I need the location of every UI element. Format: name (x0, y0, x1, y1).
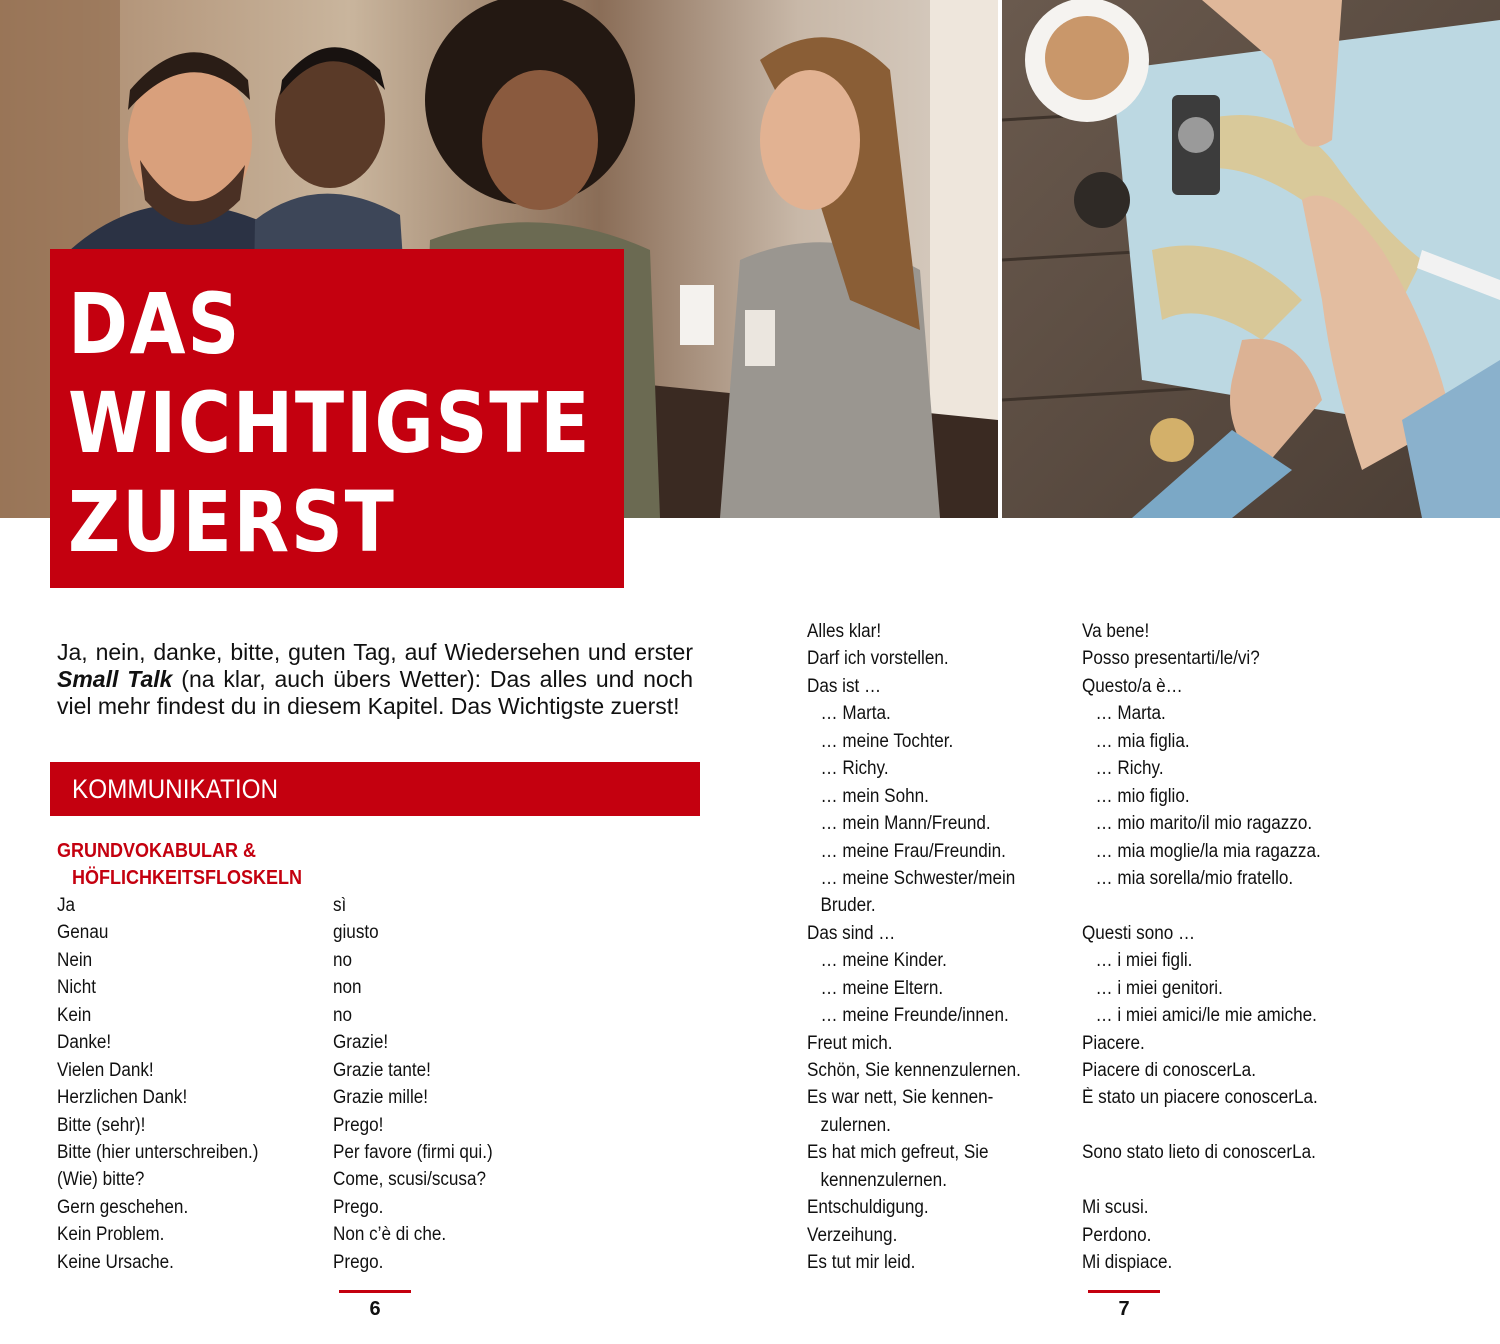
german-phrase: Bruder. (820, 895, 876, 917)
german-phrase: Alles klar! (807, 621, 882, 642)
italian-phrase: non (333, 977, 362, 999)
german-phrase: Freut mich. (807, 1032, 893, 1054)
italian-phrase: … i miei figli. (1095, 950, 1193, 972)
italian-phrase: Grazie tante! (333, 1059, 431, 1081)
italian-phrase: Prego. (333, 1251, 384, 1273)
section-header-bar (50, 762, 700, 816)
italian-phrase: … Richy. (1095, 758, 1164, 780)
italian-phrase: Non c’è di che. (333, 1224, 447, 1246)
german-phrase: Das ist … (807, 675, 882, 697)
section-header-label: KOMMUNIKATION (72, 774, 279, 804)
page-number-rule (339, 1290, 411, 1293)
italian-phrase: Prego! (333, 1114, 384, 1136)
german-phrase: Darf ich vorstellen. (807, 648, 949, 670)
italian-phrase: … mia figlia. (1095, 730, 1190, 752)
german-phrase: Gern geschehen. (57, 1196, 189, 1218)
italian-phrase (1082, 1112, 1321, 1139)
german-phrase: Schön, Sie kennenzulernen. (807, 1060, 1021, 1081)
italian-phrase: … mia moglie/la mia ragazza. (1095, 840, 1321, 862)
german-phrase: Bitte (hier unterschreiben.) (57, 1141, 259, 1163)
german-phrase: zulernen. (820, 1114, 891, 1136)
german-phrase: … Marta. (820, 703, 891, 725)
german-phrase: Nicht (57, 977, 96, 999)
subheading-line: HÖFLICHKEITSFLOSKELN (72, 867, 302, 889)
chapter-title-line: DAS (68, 275, 242, 373)
travel-map-photo (1002, 0, 1500, 518)
italian-phrase: Va bene! (1082, 621, 1150, 642)
german-phrase: Keine Ursache. (57, 1251, 174, 1273)
german-phrase: … meine Freunde/innen. (820, 1005, 1009, 1027)
italian-phrase-column-right (1082, 618, 1347, 1277)
chapter-title-line: ZUERST (68, 473, 396, 571)
german-phrase: … mein Sohn. (820, 785, 929, 807)
italian-phrase: Grazie! (333, 1032, 389, 1054)
german-phrase: Es war nett, Sie kennen- (807, 1087, 994, 1109)
italian-phrase: Questo/a è… (1082, 675, 1183, 697)
chapter-title-line: WICHTIGSTE (68, 374, 592, 472)
german-phrase: … Richy. (820, 758, 889, 780)
german-phrase: Herzlichen Dank! (57, 1087, 188, 1109)
intro-emphasis: Small Talk (57, 666, 173, 692)
italian-phrase (1082, 892, 1321, 919)
intro-text-end: (na klar, auch übers Wetter): Das alles und noch viel mehr findest du in diesem Kapitel. Das Wichtigste zuerst! (57, 666, 693, 719)
italian-phrase: Come, scusi/scusa? (333, 1169, 487, 1191)
german-phrase: Kein Problem. (57, 1224, 165, 1246)
italian-phrase-column-left (333, 892, 510, 1276)
italian-phrase: Mi dispiace. (1082, 1252, 1173, 1274)
german-phrase: … meine Eltern. (820, 977, 944, 999)
italian-phrase: Piacere. (1082, 1032, 1145, 1054)
german-phrase: Ja (57, 895, 76, 916)
italian-phrase: … i miei genitori. (1095, 977, 1223, 999)
german-phrase: … meine Schwester/mein (820, 867, 1016, 889)
italian-phrase: È stato un piacere conoscerLa. (1082, 1087, 1318, 1109)
page-number-rule (1088, 1290, 1160, 1293)
italian-phrase: Mi scusi. (1082, 1197, 1149, 1219)
italian-phrase: Per favore (firmi qui.) (333, 1141, 493, 1163)
german-phrase: (Wie) bitte? (57, 1169, 145, 1191)
italian-phrase: Prego. (333, 1196, 384, 1218)
page-number-right: 7 (1118, 1298, 1130, 1320)
chapter-title-box (50, 249, 624, 588)
italian-phrase: sì (333, 895, 347, 916)
italian-phrase: … i miei amici/le mie amiche. (1095, 1005, 1317, 1027)
italian-phrase: Piacere di conoscerLa. (1082, 1060, 1256, 1081)
italian-phrase: Grazie mille! (333, 1087, 429, 1109)
italian-phrase: giusto (333, 922, 379, 944)
german-phrase: kennenzulernen. (820, 1169, 947, 1191)
german-phrase: Vielen Dank! (57, 1059, 154, 1081)
italian-phrase: … mio figlio. (1095, 785, 1190, 807)
german-phrase: … meine Kinder. (820, 950, 947, 972)
intro-paragraph (57, 639, 693, 720)
german-phrase: Entschuldigung. (807, 1197, 929, 1219)
italian-phrase: … Marta. (1095, 703, 1166, 725)
german-phrase: Genau (57, 922, 109, 944)
german-phrase-column-right (807, 618, 1045, 1277)
italian-phrase: Sono stato lieto di conoscerLa. (1082, 1142, 1316, 1164)
intro-text-start: Ja, nein, danke, bitte, guten Tag, auf Wiedersehen und erster (57, 639, 693, 665)
italian-phrase: … mia sorella/mio fratello. (1095, 867, 1294, 889)
travel-map-illustration (1002, 0, 1500, 518)
italian-phrase: no (333, 1004, 353, 1026)
german-phrase: Es tut mir leid. (807, 1252, 916, 1274)
german-phrase: Kein (57, 1004, 92, 1026)
subheading-line: GRUNDVOKABULAR & (57, 840, 256, 862)
italian-phrase: Perdono. (1082, 1224, 1152, 1246)
italian-phrase (1082, 1167, 1321, 1194)
italian-phrase: Posso presentarti/le/vi? (1082, 648, 1260, 670)
german-phrase: Verzeihung. (807, 1224, 898, 1246)
italian-phrase: Questi sono … (1082, 922, 1196, 944)
italian-phrase: … mio marito/il mio ragazzo. (1095, 813, 1313, 835)
german-phrase-column-left (57, 892, 281, 1276)
german-phrase: Das sind … (807, 922, 896, 944)
german-phrase: Nein (57, 949, 93, 971)
german-phrase: Danke! (57, 1032, 112, 1054)
italian-phrase: no (333, 949, 353, 971)
german-phrase: Es hat mich gefreut, Sie (807, 1142, 989, 1164)
page-number-left: 6 (369, 1298, 381, 1320)
german-phrase: Bitte (sehr)! (57, 1114, 146, 1136)
german-phrase: … mein Mann/Freund. (820, 813, 991, 835)
german-phrase: … meine Frau/Freundin. (820, 840, 1006, 862)
german-phrase: … meine Tochter. (820, 730, 954, 752)
